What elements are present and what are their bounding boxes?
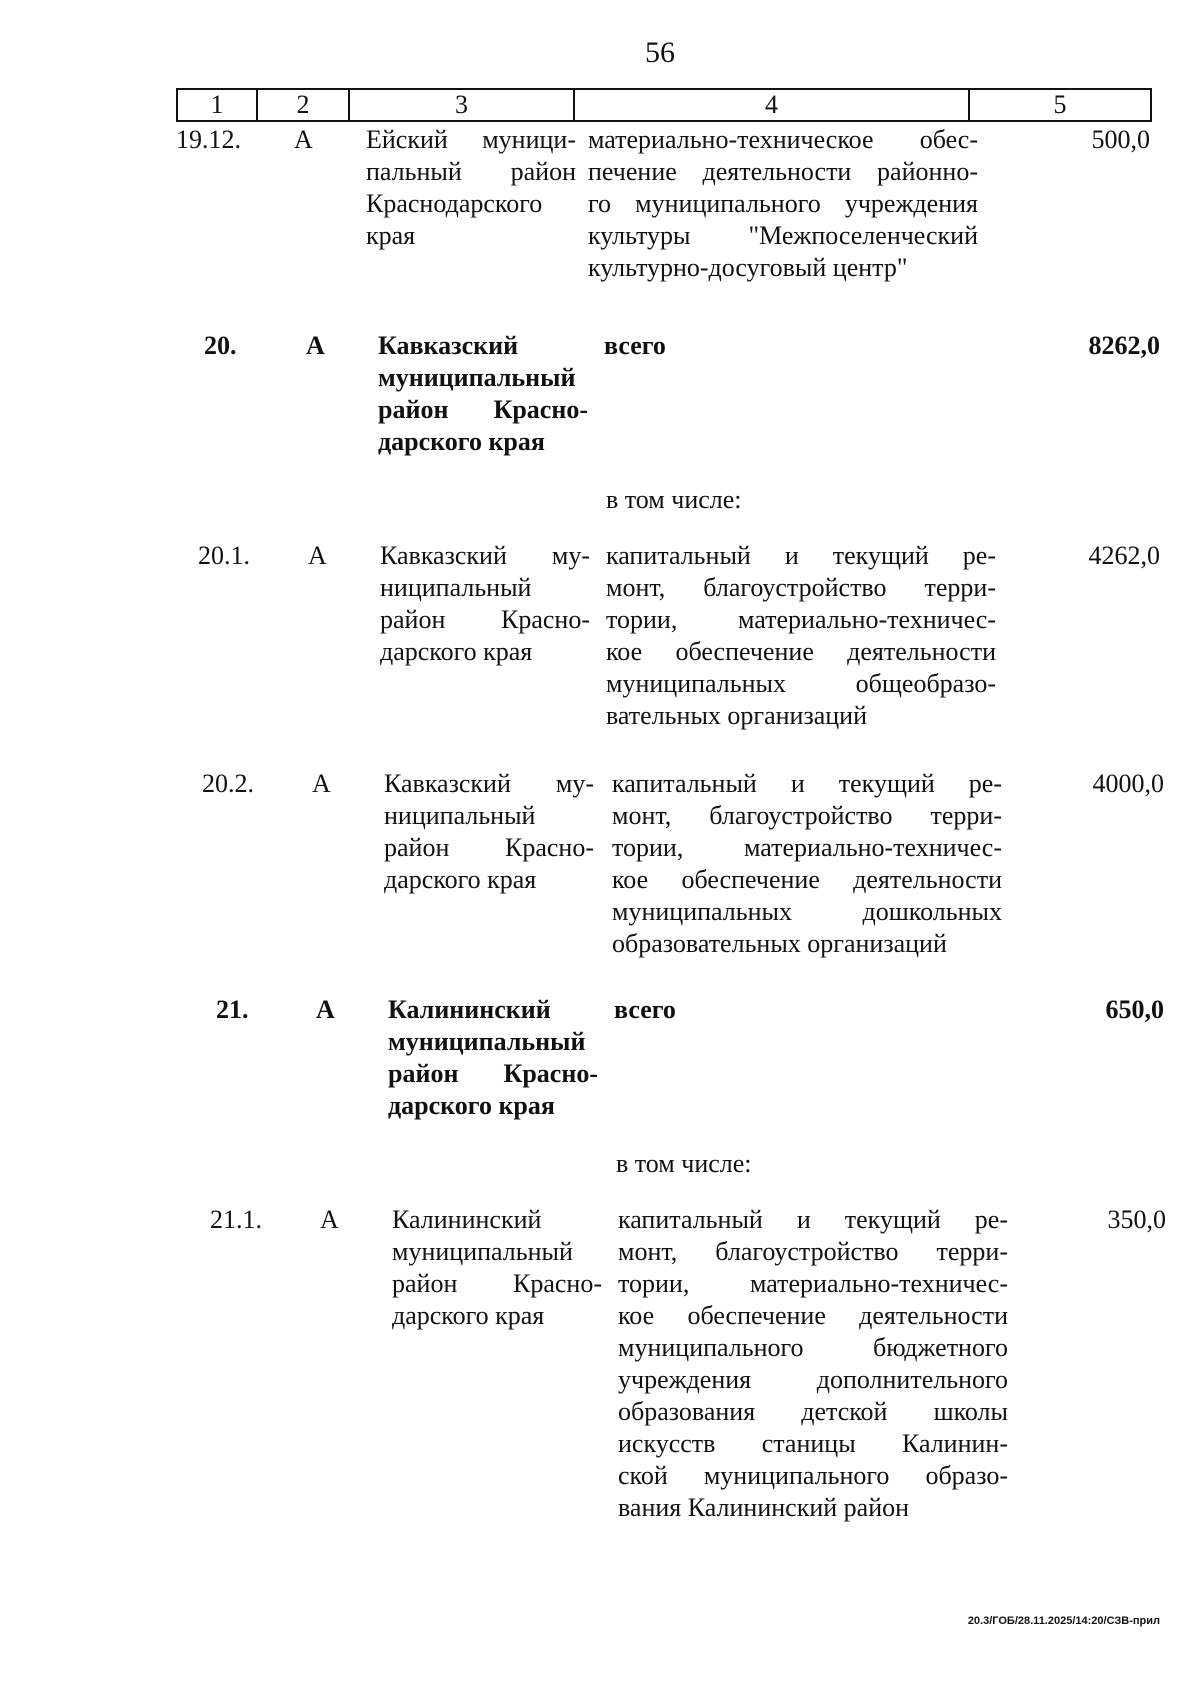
row-number: 20.2. <box>202 769 254 798</box>
document-registration-code: 20.3/ГОБ/28.11.2025/14:20/СЗВ-прил <box>967 1615 1160 1627</box>
text-line: дарского края <box>388 1091 555 1120</box>
text-line: муниципального бюджетного <box>618 1333 1008 1362</box>
text-line: капитальный и текущий ре- <box>612 769 1002 798</box>
row-amount: 350,0 <box>1107 1205 1166 1234</box>
text-line: образования детской школы <box>618 1397 1008 1426</box>
text-line: тории, материально-техничес- <box>612 833 1002 862</box>
row-amount: 650,0 <box>1105 995 1164 1024</box>
text-line: всего <box>604 331 666 360</box>
text-line: материально-техническое обес- <box>588 125 978 154</box>
text-line: тории, материально-техничес- <box>618 1269 1008 1298</box>
text-line: Кавказский <box>378 331 519 360</box>
text-line: Ейский муници- <box>366 125 576 154</box>
row-number: 19.12. <box>176 125 241 154</box>
row-purpose <box>618 1204 1008 1524</box>
row-amount: 500,0 <box>1091 125 1150 154</box>
text-line: муниципальный <box>378 363 576 392</box>
text-line: дарского края <box>378 427 545 456</box>
text-line: дарского края <box>392 1301 545 1330</box>
text-line: кое обеспечение деятельности <box>606 637 996 666</box>
row-municipality <box>388 994 598 1122</box>
text-line: ниципальный <box>380 573 532 602</box>
text-line: ниципальный <box>384 801 536 830</box>
row-group: А <box>312 769 331 798</box>
row-purpose <box>588 124 978 284</box>
text-line: культурно-досуговый центр" <box>588 253 908 282</box>
row-number: 20.1. <box>198 541 250 570</box>
row-municipality <box>378 330 588 458</box>
text-line: район Красно- <box>378 395 588 424</box>
text-line: края <box>366 221 416 250</box>
column-header-1: 1 <box>178 90 258 120</box>
text-line: учреждения дополнительного <box>618 1365 1008 1394</box>
text-line: всего <box>614 995 676 1024</box>
text-line: культуры "Межпоселенческий <box>588 221 978 250</box>
caption-text: в том числе: <box>606 485 742 514</box>
text-line: печение деятельности районно- <box>588 157 978 186</box>
row-amount: 4000,0 <box>1092 769 1164 798</box>
text-line: район Красно- <box>380 605 590 634</box>
caption-text: в том числе: <box>616 1149 752 1178</box>
text-line: Кавказский му- <box>384 769 594 798</box>
row-municipality <box>380 540 590 668</box>
column-header-5: 5 <box>1053 90 1067 119</box>
text-line: муниципальный <box>388 1027 586 1056</box>
text-line: Калининский <box>388 995 551 1024</box>
text-line: капитальный и текущий ре- <box>606 541 996 570</box>
text-line: район Красно- <box>392 1269 602 1298</box>
column-header-row <box>176 88 1152 122</box>
row-purpose <box>614 994 1004 1026</box>
text-line: кое обеспечение деятельности <box>618 1301 1008 1330</box>
text-line: вательных организаций <box>606 701 868 730</box>
column-header-3: 3 <box>350 90 575 120</box>
row-group: А <box>316 995 335 1024</box>
text-line: Кавказский му- <box>380 541 590 570</box>
row-group: А <box>306 331 325 360</box>
text-line: капитальный и текущий ре- <box>618 1205 1008 1234</box>
row-number: 20. <box>204 331 237 360</box>
row-group: А <box>294 125 313 154</box>
text-line: муниципальный <box>392 1237 573 1266</box>
row-municipality <box>384 768 594 896</box>
text-line: район Красно- <box>388 1059 598 1088</box>
row-amount: 8262,0 <box>1088 331 1160 360</box>
text-line: искусств станицы Калинин- <box>618 1429 1008 1458</box>
row-purpose <box>612 768 1002 960</box>
row-municipality <box>392 1204 602 1332</box>
text-line: монт, благоустройство терри- <box>618 1237 1008 1266</box>
page-number: 56 <box>645 36 675 69</box>
row-group: А <box>320 1205 339 1234</box>
text-line: район Красно- <box>384 833 594 862</box>
column-header-4: 4 <box>575 90 970 120</box>
row-group: А <box>308 541 327 570</box>
text-line: кое обеспечение деятельности <box>612 865 1002 894</box>
row-municipality <box>366 124 576 252</box>
row-amount: 4262,0 <box>1088 541 1160 570</box>
row-number: 21. <box>216 995 249 1024</box>
text-line: муниципальных общеобразо- <box>606 669 996 698</box>
text-line: вания Калининский район <box>618 1493 910 1522</box>
text-line: образовательных организаций <box>612 929 947 958</box>
text-line: Краснодарского <box>366 189 543 218</box>
row-purpose <box>604 330 994 362</box>
text-line: го муниципального учреждения <box>588 189 978 218</box>
row-purpose <box>606 540 996 732</box>
text-line: дарского края <box>384 865 537 894</box>
text-line: монт, благоустройство терри- <box>606 573 996 602</box>
text-line: муниципальных дошкольных <box>612 897 1002 926</box>
text-line: дарского края <box>380 637 533 666</box>
text-line: Калининский <box>392 1205 542 1234</box>
column-header-2: 2 <box>258 90 350 120</box>
text-line: ской муниципального образо- <box>618 1461 1008 1490</box>
text-line: пальный район <box>366 157 576 186</box>
text-line: монт, благоустройство терри- <box>612 801 1002 830</box>
row-number: 21.1. <box>210 1205 262 1234</box>
text-line: тории, материально-техничес- <box>606 605 996 634</box>
